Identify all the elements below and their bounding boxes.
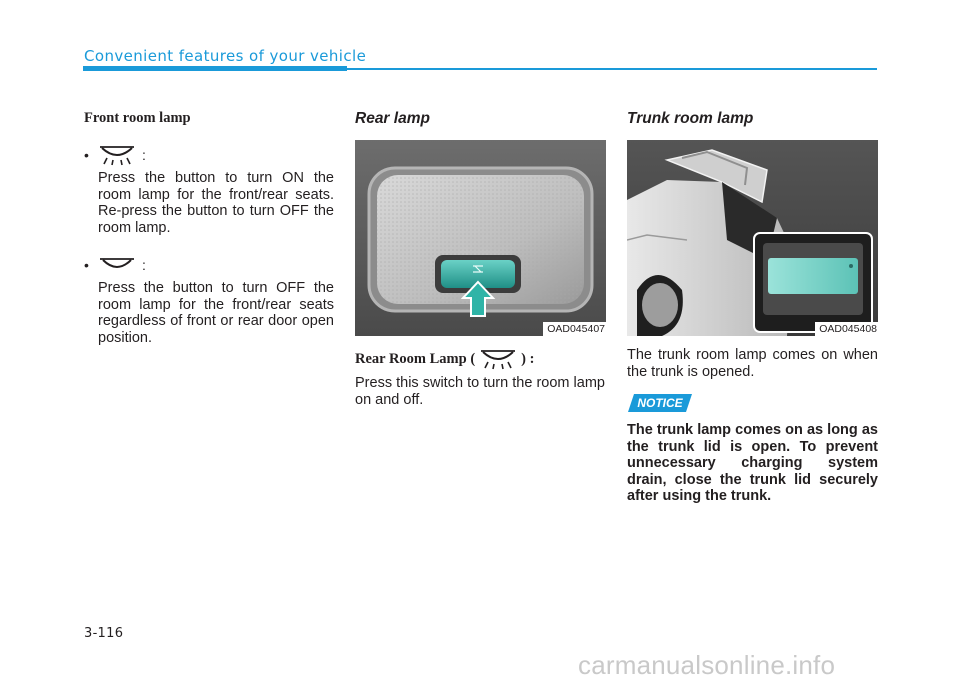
trunk-lamp-photo (627, 140, 878, 336)
front-room-lamp-section (84, 110, 334, 346)
figure-code-label: OAD045407 (543, 322, 606, 336)
rear-room-lamp-subheading (355, 348, 605, 370)
rear-lamp-heading: Rear lamp (355, 110, 430, 127)
rear-lamp-description: Press this switch to turn the room lamp on and off. (355, 375, 605, 408)
header-rule-thin (347, 68, 877, 70)
page-number: 3-116 (84, 626, 124, 641)
rear-lamp-illustration (355, 140, 606, 336)
bullet-dot: • (84, 257, 89, 273)
dome-lamp-on-icon (478, 348, 518, 370)
notice-badge (628, 394, 692, 412)
trunk-room-lamp-heading: Trunk room lamp (627, 110, 754, 127)
bullet-colon: : (142, 147, 146, 163)
notice-body-text: The trunk lamp comes on as long as the trunk lid is open. To prevent unnecessary charging system drain, close the trunk lid securely after using the trunk. (627, 422, 878, 504)
figure-code-label: OAD045408 (815, 322, 878, 336)
header-rule-thick (83, 66, 347, 71)
front-lamp-on-description: Press the button to turn ON the room lamp for the front/rear seats. Re-press the button to turn OFF the room lamp. (98, 170, 334, 236)
bullet-dot: • (84, 147, 89, 163)
front-room-lamp-heading: Front room lamp (84, 110, 191, 126)
trunk-lamp-illustration (627, 140, 878, 336)
rear-room-lamp-subheading-suffix: ) : (521, 350, 535, 367)
rear-room-lamp-subheading-prefix: Rear Room Lamp ( (355, 350, 476, 367)
bullet-colon: : (142, 257, 146, 273)
dome-lamp-off-icon (96, 254, 138, 276)
bullet-item-lamp-on (84, 144, 334, 166)
notice-label: NOTICE (637, 396, 683, 410)
rear-lamp-photo (355, 140, 606, 336)
trunk-lamp-description: The trunk room lamp comes on when the trunk is opened. (627, 347, 878, 380)
front-lamp-off-description: Press the button to turn OFF the room lamp for the front/rear seats regardless of front or rear door open position. (98, 280, 334, 346)
trunk-room-lamp-section (627, 110, 878, 380)
bullet-item-lamp-off (84, 254, 334, 276)
section-header-title: Convenient features of your vehicle (84, 47, 367, 65)
rear-lamp-section (355, 110, 605, 408)
dome-lamp-on-icon (96, 144, 138, 166)
watermark: carmanualsonline.info (578, 650, 836, 680)
